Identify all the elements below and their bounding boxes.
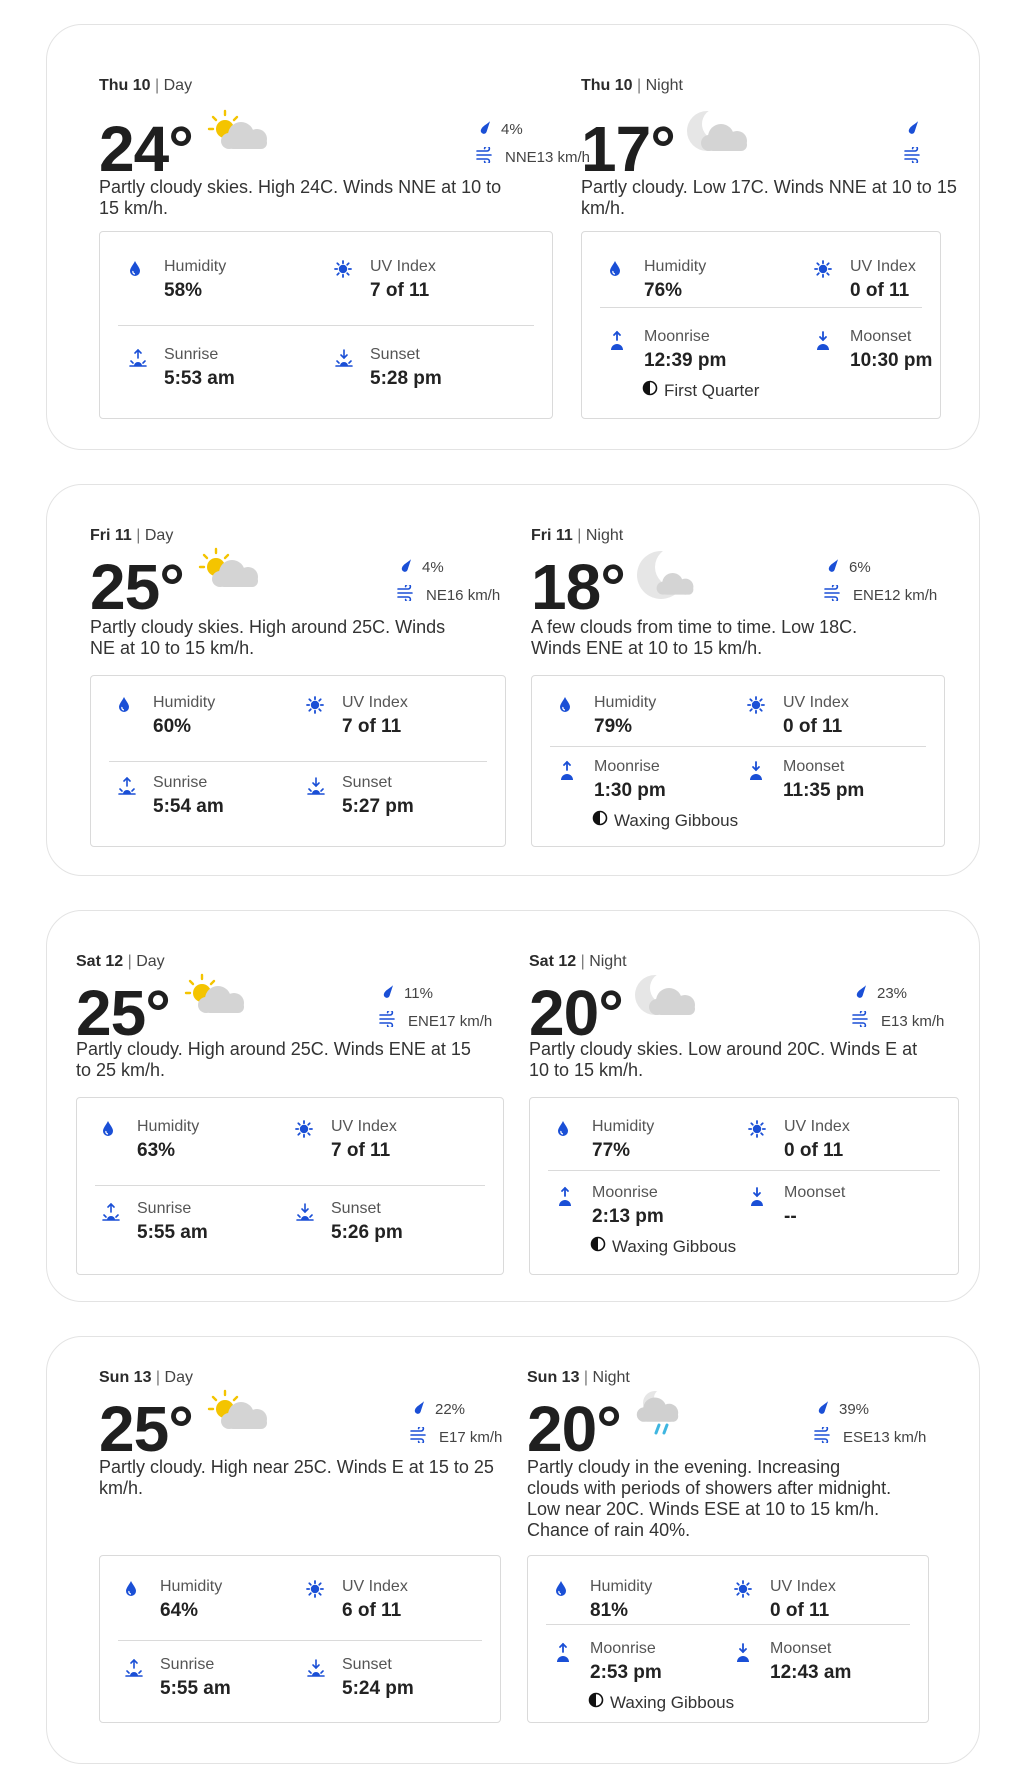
forecast-description: Partly cloudy. High around 25C. Winds ENE at 15 to 25 km/h. <box>76 1039 471 1080</box>
sunset-value: 5:27 pm <box>342 796 414 817</box>
wind-icon <box>396 585 426 605</box>
sunrise-value: 5:55 am <box>160 1678 231 1699</box>
precip-value: 39% <box>839 1400 870 1418</box>
partly-cloudy-day-icon <box>207 1389 271 1438</box>
forecast-description: A few clouds from time to time. Low 18C. Winds ENE at 10 to 15 km/h. <box>531 617 858 658</box>
sunset-icon <box>295 1202 315 1227</box>
wind-value: NE16 km/h <box>426 586 501 604</box>
period-type: Night <box>592 1369 630 1386</box>
humidity-label: Humidity <box>137 1118 200 1135</box>
humidity <box>128 258 318 304</box>
details-panel <box>529 1097 959 1275</box>
details-panel <box>99 1555 501 1723</box>
period-type: Night <box>645 77 683 94</box>
day-forecast-card <box>46 484 980 876</box>
humidity-value: 77% <box>592 1140 631 1161</box>
separator: | <box>150 77 164 94</box>
humidity <box>124 1578 314 1624</box>
precip-chance <box>382 983 433 1003</box>
uv-index <box>306 694 496 740</box>
period-type: Night <box>589 953 627 970</box>
uv-index-value: 0 of 11 <box>784 1140 844 1161</box>
wind-icon <box>851 1011 881 1031</box>
moonrise-label: Moonrise <box>644 328 710 345</box>
moonrise-icon <box>608 330 626 357</box>
day-forecast <box>76 911 516 1301</box>
sunset <box>306 774 496 820</box>
period-label <box>99 77 192 95</box>
period-type: Day <box>144 527 174 544</box>
period-label <box>529 953 627 971</box>
period-label <box>581 77 683 95</box>
sunset-value: 5:24 pm <box>342 1678 414 1699</box>
precip-chance <box>827 557 871 577</box>
precip-chance <box>413 1399 465 1419</box>
forecast-description: Partly cloudy. Low 17C. Winds NNE at 10 to 15 km/h. <box>581 177 957 218</box>
uv-index-label: UV Index <box>342 694 408 711</box>
period-type: Night <box>585 527 624 544</box>
moonrise <box>554 1640 744 1686</box>
humidity <box>117 694 307 740</box>
sunrise <box>124 1656 314 1702</box>
raindrop-icon <box>382 983 404 1003</box>
forecast-description: Partly cloudy skies. Low around 20C. Winds E at 10 to 15 km/h. <box>529 1039 918 1080</box>
moonrise-icon <box>554 1642 572 1669</box>
partly-cloudy-day-icon <box>207 109 271 158</box>
details-panel <box>90 675 506 847</box>
separator: | <box>632 77 646 94</box>
precip-value: 11% <box>404 984 433 1002</box>
forecast-description: Partly cloudy. High near 25C. Winds E at 15 to 25 km/h. <box>99 1457 494 1498</box>
wind-icon <box>823 585 853 605</box>
sunrise-icon <box>117 776 137 801</box>
moonset-label: Moonset <box>770 1640 832 1657</box>
humidity-label: Humidity <box>590 1578 653 1595</box>
moon-phase <box>642 380 759 401</box>
uv-index-value: 7 of 11 <box>370 280 430 301</box>
wind-speed <box>903 147 933 167</box>
wind-value: ENE12 km/h <box>853 586 938 604</box>
moonset-value: 12:43 am <box>770 1662 852 1683</box>
moonset-label: Moonset <box>784 1184 846 1201</box>
details-panel <box>527 1555 929 1723</box>
divider <box>95 1185 485 1186</box>
moon-phase <box>592 810 738 831</box>
sunrise-label: Sunrise <box>160 1656 215 1673</box>
uv-index-label: UV Index <box>342 1578 408 1595</box>
precip-chance <box>817 1399 869 1419</box>
raindrop-icon <box>907 119 929 139</box>
precip-value: 4% <box>422 558 444 576</box>
temperature: 25° <box>90 551 184 623</box>
precip-value: 22% <box>435 1400 466 1418</box>
uv-index-icon <box>814 260 832 283</box>
uv-index-icon <box>306 1580 324 1603</box>
mostly-clear-night-icon <box>635 547 699 608</box>
separator: | <box>572 527 586 544</box>
forecast-description: Partly cloudy skies. High 24C. Winds NNE at 10 to 15 km/h. <box>99 177 502 218</box>
moonrise-icon <box>558 760 576 787</box>
moonset-icon <box>734 1642 752 1669</box>
sunrise-value: 5:54 am <box>153 796 224 817</box>
partly-cloudy-day-icon <box>184 973 248 1022</box>
humidity-value: 63% <box>137 1140 176 1161</box>
day-forecast <box>99 1337 539 1763</box>
forecast-description: Partly cloudy in the evening. Increasing clouds with periods of showers after midnight. Low near 20C. Winds ESE at 10 to 15 km/h. Chance of rain 40%. <box>527 1457 892 1540</box>
separator: | <box>151 1369 165 1386</box>
divider <box>548 1170 940 1171</box>
moonset-label: Moonset <box>783 758 845 775</box>
humidity-label: Humidity <box>164 258 227 275</box>
moonrise <box>558 758 748 804</box>
raindrop-icon <box>400 557 422 577</box>
night-forecast <box>531 485 977 875</box>
period-type: Day <box>136 953 165 970</box>
uv-index <box>734 1578 924 1624</box>
humidity-value: 64% <box>160 1600 199 1621</box>
raindrop-icon <box>855 983 877 1003</box>
details-panel <box>531 675 945 847</box>
sunrise <box>101 1200 291 1246</box>
separator: | <box>131 527 145 544</box>
moonset-value: 11:35 pm <box>783 780 865 801</box>
humidity <box>101 1118 291 1164</box>
humidity <box>554 1578 744 1624</box>
precip-chance <box>479 119 523 139</box>
uv-index-label: UV Index <box>783 694 849 711</box>
sunset <box>334 346 524 392</box>
moonrise-value: 1:30 pm <box>594 780 666 801</box>
precip-chance <box>400 557 444 577</box>
wind-speed <box>475 147 590 167</box>
divider <box>550 746 926 747</box>
moonrise-value: 2:53 pm <box>590 1662 662 1683</box>
moonrise-icon <box>556 1186 574 1213</box>
uv-index <box>295 1118 485 1164</box>
moon-phase-label: Waxing Gibbous <box>610 1692 735 1712</box>
temperature: 20° <box>527 1393 621 1465</box>
divider <box>118 1640 482 1641</box>
cloudy-showers-night-icon <box>631 1389 685 1448</box>
moonrise-label: Moonrise <box>590 1640 656 1657</box>
date-label: Thu 10 <box>99 77 151 94</box>
humidity-icon <box>556 1120 570 1142</box>
moonrise <box>556 1184 746 1230</box>
humidity-icon <box>558 696 572 718</box>
partly-cloudy-night-icon <box>633 973 697 1028</box>
sunset-label: Sunset <box>370 346 420 363</box>
day-forecast-card <box>46 1336 980 1764</box>
night-forecast <box>529 911 977 1301</box>
sunrise-icon <box>124 1658 144 1683</box>
uv-index-value: 0 of 11 <box>850 280 910 301</box>
sunrise-icon <box>101 1202 121 1227</box>
wind-icon <box>475 147 505 167</box>
sunrise-label: Sunrise <box>153 774 208 791</box>
humidity-icon <box>124 1580 138 1602</box>
uv-index-icon <box>334 260 352 283</box>
moon-phase-icon <box>590 1236 612 1257</box>
moonset <box>747 758 937 804</box>
moonset <box>734 1640 924 1686</box>
divider <box>118 325 534 326</box>
separator: | <box>579 1369 593 1386</box>
moonrise <box>608 328 798 374</box>
forecast-description: Partly cloudy skies. High around 25C. Winds NE at 10 to 15 km/h. <box>90 617 446 658</box>
uv-index-value: 0 of 11 <box>783 716 843 737</box>
period-type: Day <box>163 77 193 94</box>
sunrise <box>128 346 318 392</box>
partly-cloudy-night-icon <box>685 109 749 164</box>
sunset-icon <box>306 1658 326 1683</box>
moonset-value: 10:30 pm <box>850 350 933 371</box>
wind-icon <box>813 1427 843 1447</box>
uv-index <box>747 694 937 740</box>
wind-speed <box>396 585 500 605</box>
humidity <box>558 694 748 740</box>
uv-index-label: UV Index <box>331 1118 397 1135</box>
moon-phase-icon <box>592 810 614 831</box>
uv-index-value: 7 of 11 <box>342 716 402 737</box>
wind-speed <box>409 1427 502 1447</box>
separator: | <box>576 953 590 970</box>
wind-icon <box>903 147 933 167</box>
partly-cloudy-day-icon <box>198 547 262 596</box>
uv-index <box>748 1118 938 1164</box>
humidity-value: 76% <box>644 280 683 301</box>
divider <box>109 761 487 762</box>
precip-chance <box>855 983 907 1003</box>
wind-speed <box>823 585 937 605</box>
moonset <box>748 1184 938 1230</box>
wind-value: NNE13 km/h <box>505 148 591 166</box>
humidity-label: Humidity <box>594 694 657 711</box>
details-panel <box>99 231 553 419</box>
humidity <box>608 258 798 304</box>
sunrise-value: 5:55 am <box>137 1222 208 1243</box>
uv-index-value: 6 of 11 <box>342 1600 402 1621</box>
moonset <box>814 328 980 374</box>
uv-index-label: UV Index <box>784 1118 850 1135</box>
uv-index <box>306 1578 496 1624</box>
date-label: Fri 11 <box>531 527 573 544</box>
date-label: Sun 13 <box>99 1369 152 1386</box>
day-forecast <box>99 25 591 449</box>
precip-value: 23% <box>877 984 908 1002</box>
wind-value: ESE13 km/h <box>843 1428 927 1446</box>
humidity-value: 58% <box>164 280 203 301</box>
period-label <box>76 953 165 971</box>
separator: | <box>123 953 137 970</box>
moonrise-value: 12:39 pm <box>644 350 727 371</box>
raindrop-icon <box>413 1399 435 1419</box>
moon-phase-label: First Quarter <box>664 380 760 400</box>
raindrop-icon <box>827 557 849 577</box>
sunrise <box>117 774 307 820</box>
moonrise-label: Moonrise <box>594 758 660 775</box>
temperature: 25° <box>76 977 170 1049</box>
wind-speed <box>378 1011 492 1031</box>
wind-value: E13 km/h <box>881 1012 945 1030</box>
sunrise-value: 5:53 am <box>164 368 235 389</box>
divider <box>546 1624 910 1625</box>
wind-speed <box>851 1011 944 1031</box>
humidity-icon <box>608 260 622 282</box>
date-label: Fri 11 <box>90 527 132 544</box>
date-label: Sat 12 <box>529 953 577 970</box>
humidity-icon <box>554 1580 568 1602</box>
moonset-icon <box>747 760 765 787</box>
period-label <box>90 527 173 545</box>
uv-index <box>334 258 524 304</box>
uv-index-label: UV Index <box>770 1578 836 1595</box>
humidity-value: 79% <box>594 716 633 737</box>
sunset-value: 5:26 pm <box>331 1222 403 1243</box>
uv-index-icon <box>295 1120 313 1143</box>
raindrop-icon <box>817 1399 839 1419</box>
moon-phase-label: Waxing Gibbous <box>614 810 739 830</box>
period-label <box>531 527 623 545</box>
wind-value: E17 km/h <box>439 1428 503 1446</box>
humidity <box>556 1118 746 1164</box>
sunset <box>306 1656 496 1702</box>
details-panel <box>581 231 941 419</box>
moonset-icon <box>814 330 832 357</box>
date-label: Thu 10 <box>581 77 633 94</box>
uv-index-icon <box>747 696 765 719</box>
day-forecast <box>90 485 530 875</box>
temperature: 24° <box>99 113 193 185</box>
wind-value: ENE17 km/h <box>408 1012 493 1030</box>
period-label <box>99 1369 193 1387</box>
wind-speed <box>813 1427 926 1447</box>
sunset-icon <box>306 776 326 801</box>
temperature: 25° <box>99 1393 193 1465</box>
humidity-label: Humidity <box>644 258 707 275</box>
wind-icon <box>378 1011 408 1031</box>
moon-phase-label: Waxing Gibbous <box>612 1236 737 1256</box>
moonset-value: -- <box>784 1206 797 1227</box>
uv-index-value: 0 of 11 <box>770 1600 830 1621</box>
sunset <box>295 1200 485 1246</box>
period-label <box>527 1369 630 1387</box>
details-panel <box>76 1097 504 1275</box>
raindrop-icon <box>479 119 501 139</box>
night-forecast <box>581 25 977 449</box>
sunset-icon <box>334 348 354 373</box>
moon-phase <box>588 1692 734 1713</box>
date-label: Sun 13 <box>527 1369 580 1386</box>
day-forecast-card <box>46 24 980 450</box>
uv-index-icon <box>748 1120 766 1143</box>
humidity-label: Humidity <box>153 694 216 711</box>
moon-phase-icon <box>588 1692 610 1713</box>
uv-index <box>814 258 980 304</box>
sunrise-label: Sunrise <box>137 1200 192 1217</box>
night-forecast <box>527 1337 977 1763</box>
uv-index-icon <box>306 696 324 719</box>
precip-chance <box>907 119 929 139</box>
moonset-icon <box>748 1186 766 1213</box>
humidity-value: 60% <box>153 716 192 737</box>
uv-index-label: UV Index <box>370 258 436 275</box>
temperature: 18° <box>531 551 625 623</box>
humidity-label: Humidity <box>592 1118 655 1135</box>
humidity-value: 81% <box>590 1600 629 1621</box>
humidity-icon <box>128 260 142 282</box>
divider <box>600 307 922 308</box>
period-type: Day <box>164 1369 193 1386</box>
humidity-icon <box>101 1120 115 1142</box>
sunrise-label: Sunrise <box>164 346 219 363</box>
temperature: 20° <box>529 977 623 1049</box>
humidity-icon <box>117 696 131 718</box>
uv-index-label: UV Index <box>850 258 916 275</box>
moonrise-value: 2:13 pm <box>592 1206 664 1227</box>
precip-value: 6% <box>849 558 871 576</box>
sunset-label: Sunset <box>342 774 392 791</box>
moonrise-label: Moonrise <box>592 1184 658 1201</box>
moon-phase <box>590 1236 736 1257</box>
sunset-label: Sunset <box>342 1656 392 1673</box>
sunset-value: 5:28 pm <box>370 368 442 389</box>
precip-value: 4% <box>501 120 523 138</box>
sunrise-icon <box>128 348 148 373</box>
day-forecast-card <box>46 910 980 1302</box>
humidity-label: Humidity <box>160 1578 223 1595</box>
temperature: 17° <box>581 113 675 185</box>
uv-index-icon <box>734 1580 752 1603</box>
uv-index-value: 7 of 11 <box>331 1140 391 1161</box>
moon-phase-icon <box>642 380 664 401</box>
date-label: Sat 12 <box>76 953 124 970</box>
sunset-label: Sunset <box>331 1200 381 1217</box>
moonset-label: Moonset <box>850 328 912 345</box>
wind-icon <box>409 1427 439 1447</box>
